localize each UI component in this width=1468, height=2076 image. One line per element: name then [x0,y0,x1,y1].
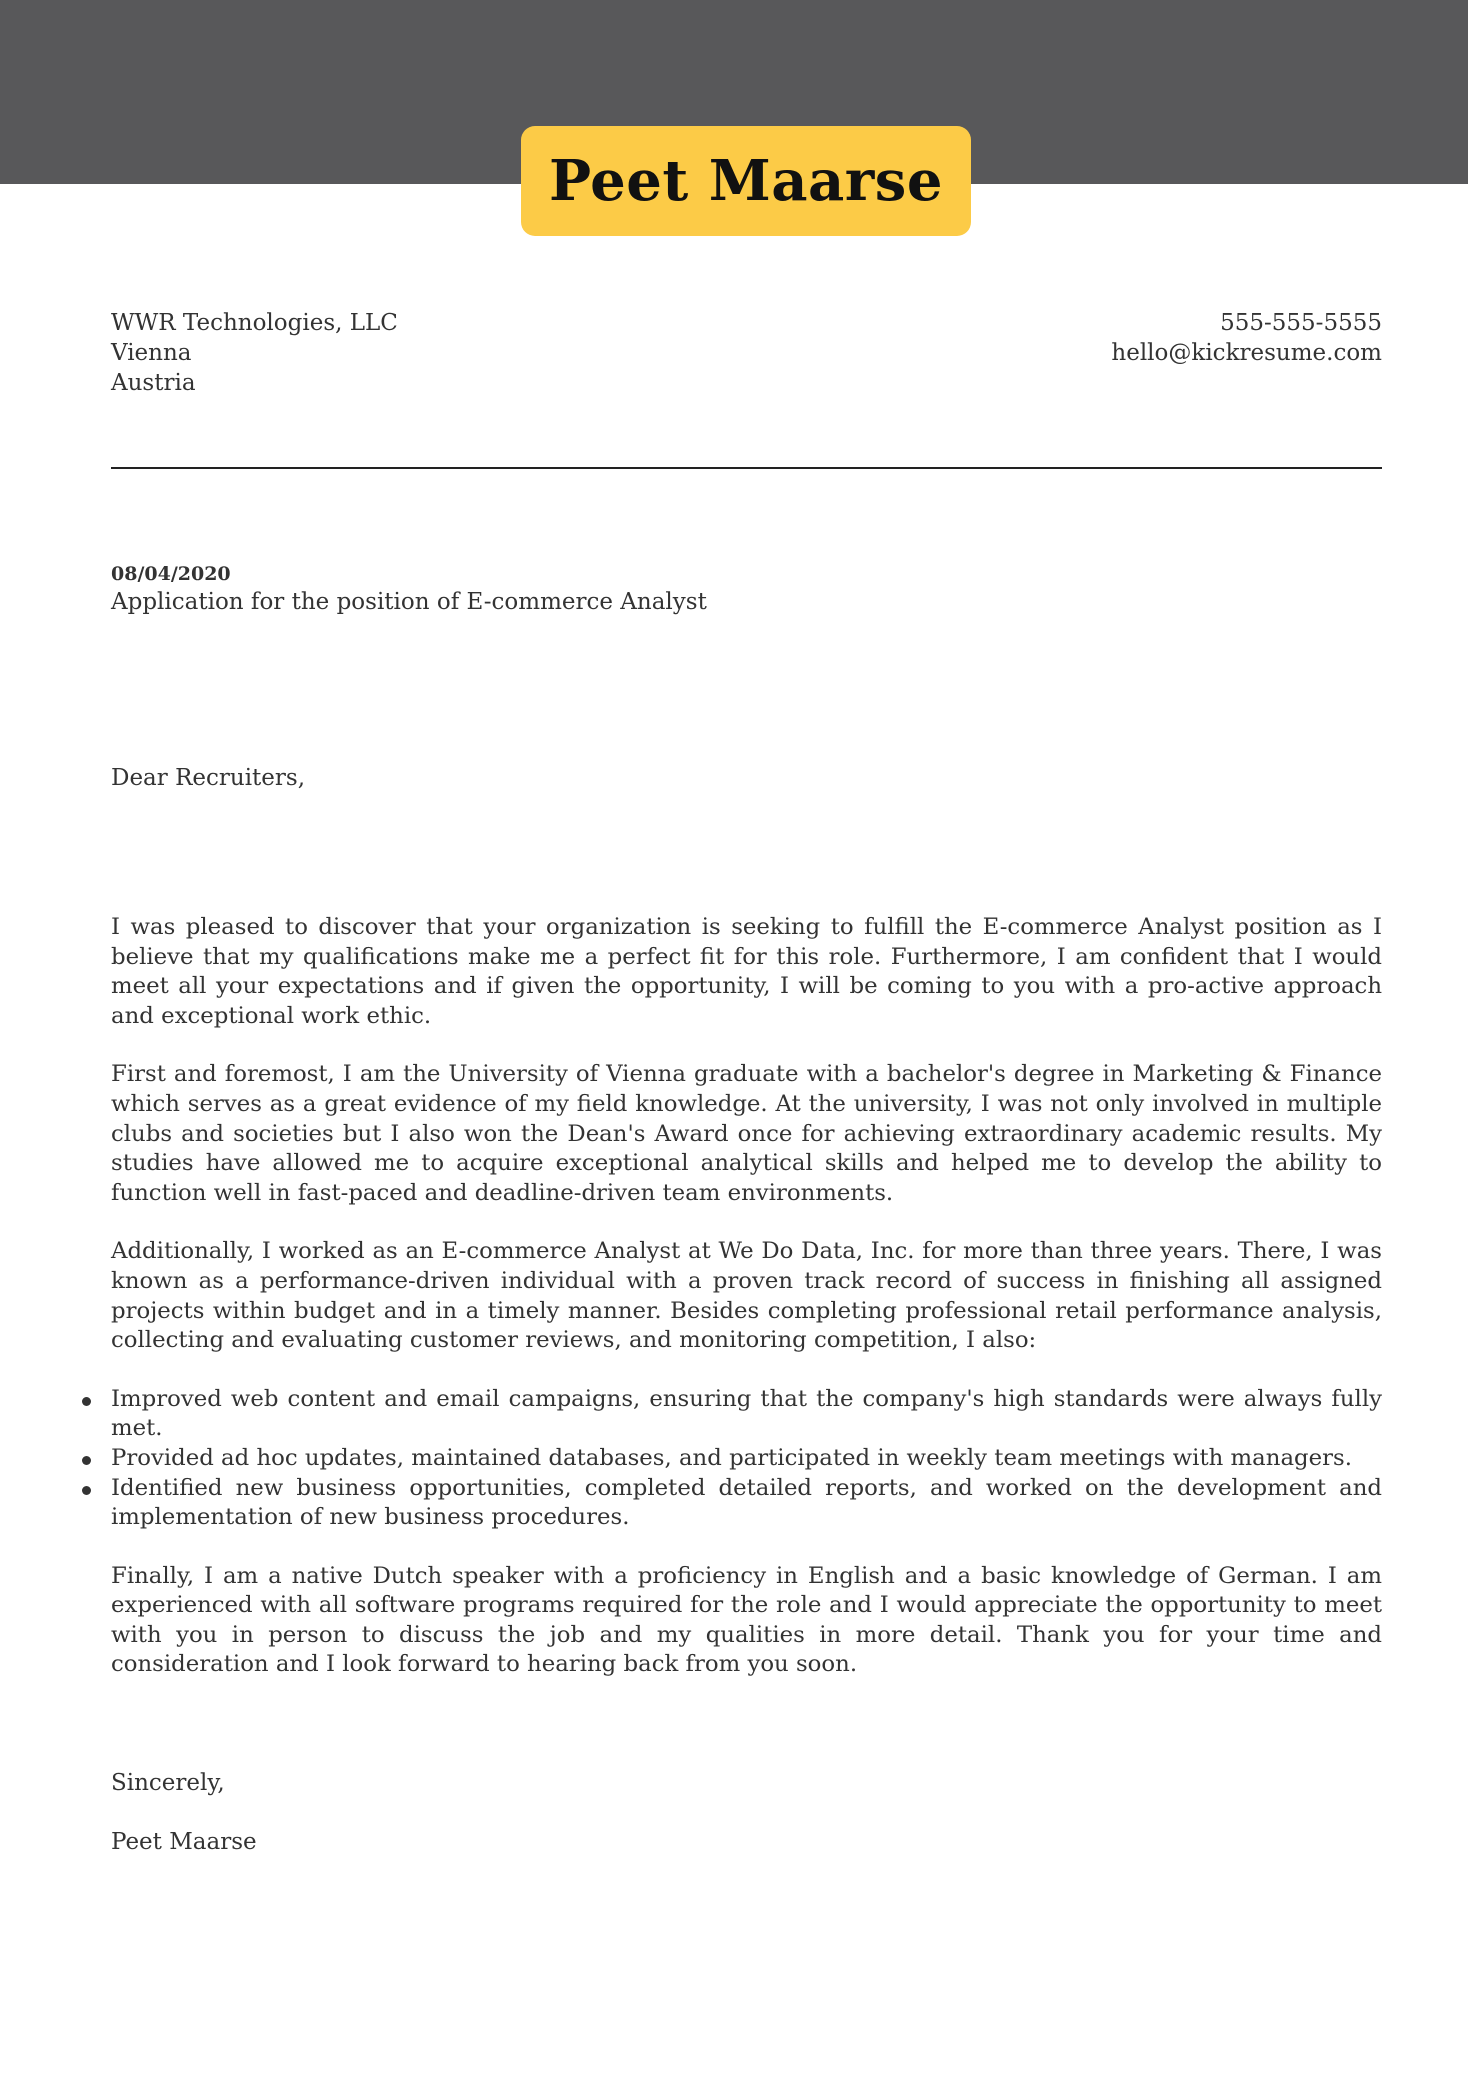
body-paragraph-final: Finally, I am a native Dutch speaker with a proficiency in English and a basic knowledge of German. I am experienced with all software programs required for the role and I would appreciate the opportunity to meet with you in person to discuss the job and my qualities in more detail. Thank you for your time and consideration and I look forward to hearing back from you soon. [111,1562,1382,1678]
contact-phone: 555-555-5555 [1220,310,1382,336]
achievement-item: Identified new business opportunities, completed detailed reports, and worked on the development and implementation of new business procedures. [111,1474,1382,1533]
achievement-item: Provided ad hoc updates, maintained databases, and participated in weekly team meetings with managers. [111,1444,1382,1474]
signature: Peet Maarse [111,1829,257,1855]
body-paragraph: I was pleased to discover that your organization is seeking to fulfill the E-commerce Analyst position as I believe that my qualifications make me a perfect fit for this role. Furthermore, I am confident that I would meet all your expectations and if given the opportunity, I will be coming to you with a pro-active approach and exceptional work ethic. [111,914,1382,1029]
body-paragraph: Additionally, I worked as an E-commerce Analyst at We Do Data, Inc. for more than three years. There, I was known as a performance-driven individual with a proven track record of success in finishing all assigned projects within budget and in a timely manner. Besides completing professional retail performance analysis, collecting and evaluating customer reviews, and monitoring competition, I also: [111,1238,1382,1354]
salutation: Dear Recruiters, [111,765,306,791]
letter-body [111,913,1382,1709]
recipient-address [111,308,398,398]
body-paragraph: First and foremost, I am the University of Vienna graduate with a bachelor's degree in Marketing & Finance which serves as a great evidence of my field knowledge. At the university, I was not only involved in multiple clubs and societies but I also won the Dean's Award once for achieving extraordinary academic results. My studies have allowed me to acquire exceptional analytical skills and helped me to develop the ability to function well in fast-paced and deadline-driven team environments. [111,1061,1382,1206]
recipient-city: Vienna [111,340,192,366]
name-badge [521,126,971,236]
achievement-item: Improved web content and email campaigns, ensuring that the company's high standards were always fully met. [111,1385,1382,1444]
letter-date: 08/04/2020 [111,563,231,585]
achievement-list [111,1385,1382,1533]
letter-subject: Application for the position of E-commerce Analyst [111,589,707,615]
applicant-name: Peet Maarse [549,148,943,214]
contact-info [1111,308,1382,368]
recipient-country: Austria [111,370,196,396]
closing: Sincerely, [111,1770,225,1796]
contact-email: hello@kickresume.com [1111,340,1382,366]
header-divider [111,467,1382,469]
recipient-company: WWR Technologies, LLC [111,310,398,336]
